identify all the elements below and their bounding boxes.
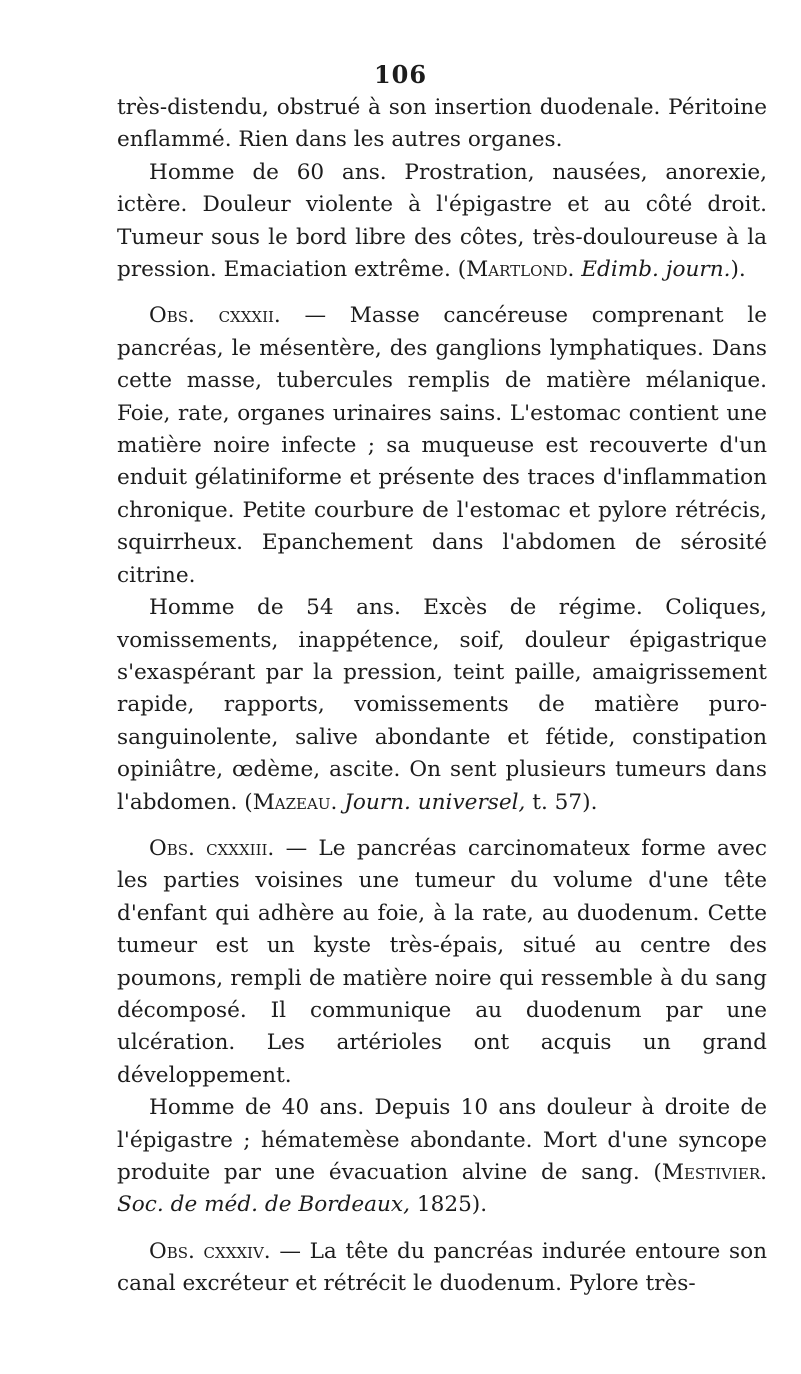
citation-source: Edimb. journ. (581, 257, 731, 283)
page-number: 106 (373, 60, 428, 89)
observation-label: Obs. cxxxiv. (149, 1238, 271, 1264)
paragraph-case (117, 157, 767, 287)
paragraph-continuation (117, 92, 767, 157)
citation-author: Mazeau. (252, 789, 338, 815)
citation-author: Martlond. (466, 257, 575, 283)
observation-label: Obs. cxxxii. (149, 303, 281, 329)
paragraph-observation (117, 1236, 767, 1301)
citation-author: Mestivier. (661, 1160, 767, 1185)
page-body (117, 92, 767, 1301)
citation-source: Journ. universel, (344, 789, 526, 815)
paragraph-text: Homme de 54 ans. Excès de régime. Coliques, vomissements, inappétence, soif, douleur épigastrique s'exaspérant par la pression, teint paille, amaigrissement rapide, rapports, vomissements de matière puro-sanguinolente, salive abondante et fétide, constipation opiniâtre, œdème, ascite. On sent plusieurs tumeurs dans l'abdomen. ( (117, 595, 767, 815)
paragraph-text: — Le pancréas carcinomateux forme avec les parties voisines une tumeur du volume d'une tête d'enfant qui adhère au foie, à la rate, au duodenum. Cette tumeur est un kyste très-épais, situé au centre des poumons, rempli de matière noire qui ressemble à du sang décomposé. Il communique au duodenum par une ulcération. Les artérioles ont acquis un grand développement. (117, 835, 767, 1088)
paragraph-text: Homme de 40 ans. Depuis 10 ans douleur à droite de l'épigastre ; hématemèse abondante. Mort d'une syncope produite par une évacuation alvine de sang. ( (117, 1095, 767, 1185)
paragraph-observation (117, 300, 767, 592)
citation-tail: ). (730, 257, 746, 283)
paragraph-text: — Masse cancéreuse comprenant le pancréas, le mésentère, des ganglions lymphatiques. Dans cette masse, tubercules remplis de matière mélanique. Foie, rate, organes urinaires sains. L'estomac contient une matière noire infecte ; sa muqueuse est recouverte d'un enduit gélatiniforme et présente des traces d'inflammation chronique. Petite courbure de l'estomac et pylore rétrécis, squirrheux. Epanchement dans l'abdomen de sérosité citrine. (117, 303, 767, 588)
paragraph-observation (117, 833, 767, 1092)
paragraph-case (117, 1092, 767, 1222)
citation-tail: t. 57). (525, 789, 598, 815)
paragraph-case (117, 592, 767, 819)
paragraph-text: très-distendu, obstrué à son insertion duodenale. Péritoine enflammé. Rien dans les autres organes. (117, 95, 767, 153)
citation-source: Soc. de méd. de Bordeaux, (117, 1192, 410, 1218)
paragraph-text: — La tête du pancréas indurée entoure son canal excréteur et rétrécit le duodenum. Pylore très- (117, 1238, 767, 1297)
observation-label: Obs. cxxxiii. (149, 835, 275, 861)
paragraph-text: Homme de 60 ans. Prostration, nausées, anorexie, ictère. Douleur violente à l'épigastre et au côté droit. Tumeur sous le bord libre des côtes, très-douloureuse à la pression. Emaciation extrême. ( (117, 159, 767, 283)
citation-tail: 1825). (409, 1192, 488, 1218)
